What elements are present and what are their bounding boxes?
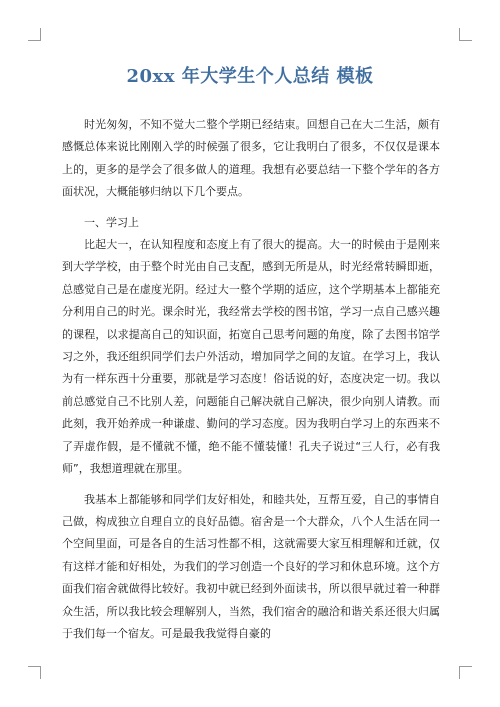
dorm-paragraph: 我基本上都能够和同学们友好相处，和睦共处，互帮互爱，自己的事情自己做，构成独立自理自立的良好品德。宿舍是一个大群众，八个人生活在同一个空间里面，可是各自的生活习性都不相，这就需要大家互相理解和迁就，仅有这样才能和好相处，为我们的学习创造一个良好的学习和休息环境。这个方面我们宿舍就做得比较好。我初中就已经到外面读书，所以很早就过着一种群众生活，所以我比较会理解别人，当然，我们宿舍的融洽和谐关系还很大归属于我们每一个宿友。可是最我我觉得自豪的: [62, 492, 440, 640]
crop-mark-top-left: [28, 28, 41, 41]
section-heading-study: 一、学习上: [84, 215, 139, 229]
intro-paragraph: 时光匆匆，不知不觉大二整个学期已经结束。回想自己在大二生活，颇有感慨总体来说比刚刚入学的时候强了很多，它让我明白了很多，不仅仅是课本上的，更多的是学会了很多做人的道理。我想有必要总结一下整个学年的各方面状况，大概能够归纳以下几个要点。: [62, 118, 440, 199]
document-body: [62, 114, 440, 645]
document-title: 20xx 年大学生个人总结 模板: [126, 66, 374, 87]
crop-mark-bottom-left: [28, 666, 41, 679]
study-paragraph: 比起大一，在认知程度和态度上有了很大的提高。大一的时候由于是刚来到大学学校，由于整个时光由自己支配，感到无所是从，时光经常转瞬即逝，总感觉自己是在虚度光阴。经过大一整个学期的适应，这个学期基本上都能充分利用自己的时光。课余时光，我经常去学校的图书馆，学习一点自己感兴趣的课程，以求提高自己的知识面，拓宽自己思考问题的角度，除了去图书馆学习之外，我还组织同学们去户外活动，增加同学之间的友谊。在学习上，我认为有一样东西十分重要，那就是学习态度！俗话说的好，态度决定一切。我以前总感觉自己不比别人差，问题能自己解决就自己解决，很少向别人请教。而此刻，我开始养成一种谦虚、勤问的学习态度。因为我明白学习上的东西来不了弄虚作假，是不懂就不懂，绝不能不懂装懂！孔夫子说过“三人行，必有我师”，我想道理就在那里。: [62, 238, 440, 476]
crop-mark-bottom-right: [459, 666, 472, 679]
crop-mark-top-right: [459, 28, 472, 41]
